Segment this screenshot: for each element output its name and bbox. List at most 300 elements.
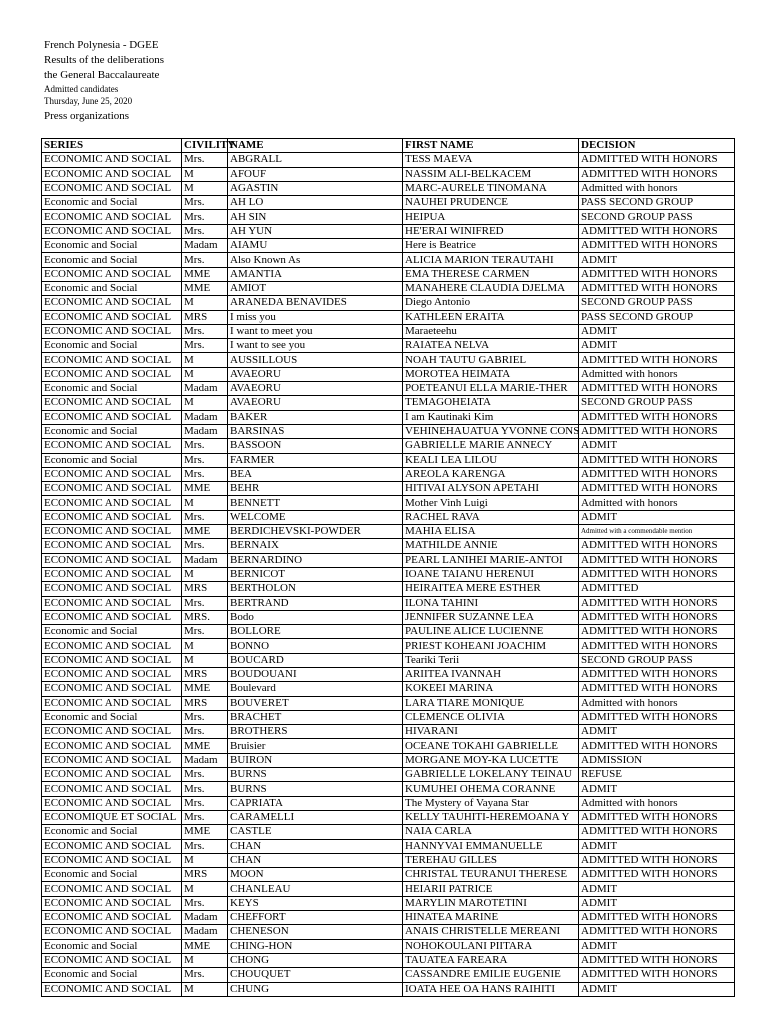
cell-first-name: LARA TIARE MONIQUE <box>403 696 579 710</box>
header-region: French Polynesia - DGEE <box>44 39 159 51</box>
table-row <box>42 467 735 481</box>
cell-name: CHOUQUET <box>228 968 403 982</box>
cell-civility: M <box>182 953 228 967</box>
cell-civility: Mrs. <box>182 153 228 167</box>
cell-decision: Admitted with honors <box>579 367 735 381</box>
cell-first-name: RACHEL RAVA <box>403 510 579 524</box>
table-row <box>42 753 735 767</box>
cell-decision: ADMIT <box>579 439 735 453</box>
table-row <box>42 267 735 281</box>
cell-series: Economic and Social <box>42 868 182 882</box>
cell-first-name: KOKEEI MARINA <box>403 682 579 696</box>
cell-name: BERNARDINO <box>228 553 403 567</box>
table-row <box>42 953 735 967</box>
table-row <box>42 167 735 181</box>
column-header-decision: DECISION <box>579 139 735 153</box>
cell-decision: ADMITTED WITH HONORS <box>579 625 735 639</box>
table-row <box>42 882 735 896</box>
table-row <box>42 639 735 653</box>
cell-decision: ADMIT <box>579 510 735 524</box>
cell-name: BENNETT <box>228 496 403 510</box>
cell-series: ECONOMIC AND SOCIAL <box>42 525 182 539</box>
table-row <box>42 210 735 224</box>
cell-series: ECONOMIC AND SOCIAL <box>42 753 182 767</box>
table-row <box>42 982 735 996</box>
cell-series: Economic and Social <box>42 339 182 353</box>
cell-series: ECONOMIC AND SOCIAL <box>42 667 182 681</box>
cell-decision: ADMITTED WITH HONORS <box>579 167 735 181</box>
cell-decision: ADMITTED WITH HONORS <box>579 482 735 496</box>
table-row <box>42 667 735 681</box>
cell-first-name: CASSANDRE EMILIE EUGENIE <box>403 968 579 982</box>
header-admitted: Admitted candidates <box>44 84 119 94</box>
cell-first-name: NAUHEI PRUDENCE <box>403 196 579 210</box>
table-row <box>42 310 735 324</box>
cell-first-name: HEIARII PATRICE <box>403 882 579 896</box>
cell-first-name: VEHINEHAUATUA YVONNE CONS <box>403 424 579 438</box>
cell-name: AH LO <box>228 196 403 210</box>
cell-civility: MME <box>182 267 228 281</box>
cell-first-name: IOATA HEE OA HANS RAIHITI <box>403 982 579 996</box>
table-row <box>42 553 735 567</box>
cell-name: AUSSILLOUS <box>228 353 403 367</box>
cell-decision: ADMITTED WITH HONORS <box>579 224 735 238</box>
cell-series: Economic and Social <box>42 710 182 724</box>
cell-decision: ADMISSION <box>579 753 735 767</box>
cell-civility: MRS <box>182 310 228 324</box>
cell-decision: ADMITTED WITH HONORS <box>579 410 735 424</box>
cell-decision: ADMITTED WITH HONORS <box>579 911 735 925</box>
cell-civility: Mrs. <box>182 625 228 639</box>
cell-series: ECONOMIC AND SOCIAL <box>42 224 182 238</box>
cell-decision: ADMIT <box>579 725 735 739</box>
cell-civility: Madam <box>182 382 228 396</box>
cell-series: ECONOMIQUE ET SOCIAL <box>42 810 182 824</box>
cell-series: ECONOMIC AND SOCIAL <box>42 496 182 510</box>
cell-name: AH SIN <box>228 210 403 224</box>
cell-first-name: KATHLEEN ERAITA <box>403 310 579 324</box>
cell-civility: M <box>182 396 228 410</box>
cell-first-name: HANNYVAI EMMANUELLE <box>403 839 579 853</box>
cell-first-name: KELLY TAUHITI-HEREMOANA Y <box>403 810 579 824</box>
cell-series: ECONOMIC AND SOCIAL <box>42 853 182 867</box>
cell-series: ECONOMIC AND SOCIAL <box>42 553 182 567</box>
table-row <box>42 482 735 496</box>
cell-name: Bruisier <box>228 739 403 753</box>
table-row <box>42 324 735 338</box>
cell-series: ECONOMIC AND SOCIAL <box>42 167 182 181</box>
cell-first-name: PAULINE ALICE LUCIENNE <box>403 625 579 639</box>
cell-civility: Mrs. <box>182 224 228 238</box>
cell-civility: Mrs. <box>182 339 228 353</box>
cell-first-name: Teariki Terii <box>403 653 579 667</box>
table-row <box>42 153 735 167</box>
cell-name: BUIRON <box>228 753 403 767</box>
table-row <box>42 839 735 853</box>
cell-decision: ADMIT <box>579 882 735 896</box>
cell-civility: Mrs. <box>182 324 228 338</box>
cell-name: MOON <box>228 868 403 882</box>
cell-name: CHUNG <box>228 982 403 996</box>
cell-first-name: TESS MAEVA <box>403 153 579 167</box>
cell-decision: Admitted with honors <box>579 496 735 510</box>
table-row <box>42 296 735 310</box>
column-header-series: SERIES <box>42 139 182 153</box>
cell-name: AMIOT <box>228 281 403 295</box>
table-row <box>42 939 735 953</box>
cell-first-name: NOAH TAUTU GABRIEL <box>403 353 579 367</box>
cell-first-name: AREOLA KARENGA <box>403 467 579 481</box>
cell-first-name: NASSIM ALI-BELKACEM <box>403 167 579 181</box>
cell-series: Economic and Social <box>42 424 182 438</box>
cell-first-name: GABRIELLE LOKELANY TEINAU <box>403 768 579 782</box>
cell-decision: ADMIT <box>579 324 735 338</box>
cell-name: BROTHERS <box>228 725 403 739</box>
cell-series: ECONOMIC AND SOCIAL <box>42 882 182 896</box>
cell-civility: Mrs. <box>182 725 228 739</box>
table-row <box>42 382 735 396</box>
cell-civility: Mrs. <box>182 467 228 481</box>
cell-series: Economic and Social <box>42 825 182 839</box>
cell-series: ECONOMIC AND SOCIAL <box>42 539 182 553</box>
table-row <box>42 796 735 810</box>
cell-name: I want to meet you <box>228 324 403 338</box>
cell-decision: ADMITTED WITH HONORS <box>579 925 735 939</box>
table-row <box>42 896 735 910</box>
cell-series: ECONOMIC AND SOCIAL <box>42 610 182 624</box>
cell-civility: Madam <box>182 925 228 939</box>
cell-civility: Mrs. <box>182 896 228 910</box>
cell-civility: Mrs. <box>182 539 228 553</box>
cell-decision: Admitted with honors <box>579 696 735 710</box>
cell-first-name: HIVARANI <box>403 725 579 739</box>
table-row <box>42 911 735 925</box>
cell-name: ARANEDA BENAVIDES <box>228 296 403 310</box>
cell-name: KEYS <box>228 896 403 910</box>
cell-series: Economic and Social <box>42 382 182 396</box>
cell-civility: M <box>182 882 228 896</box>
cell-civility: MRS <box>182 868 228 882</box>
cell-first-name: GABRIELLE MARIE ANNECY <box>403 439 579 453</box>
cell-civility: Madam <box>182 553 228 567</box>
cell-decision: ADMITTED WITH HONORS <box>579 639 735 653</box>
cell-first-name: Maraeteehu <box>403 324 579 338</box>
results-table <box>41 138 735 997</box>
cell-decision: ADMIT <box>579 896 735 910</box>
cell-series: Economic and Social <box>42 281 182 295</box>
cell-decision: ADMITTED WITH HONORS <box>579 239 735 253</box>
cell-first-name: NOHOKOULANI PIITARA <box>403 939 579 953</box>
cell-first-name: MORGANE MOY-KA LUCETTE <box>403 753 579 767</box>
table-row <box>42 496 735 510</box>
cell-series: ECONOMIC AND SOCIAL <box>42 739 182 753</box>
cell-name: CHEFFORT <box>228 911 403 925</box>
cell-decision: ADMITTED WITH HONORS <box>579 868 735 882</box>
cell-decision: Admitted with honors <box>579 181 735 195</box>
cell-decision: ADMITTED WITH HONORS <box>579 382 735 396</box>
cell-civility: M <box>182 567 228 581</box>
cell-series: ECONOMIC AND SOCIAL <box>42 582 182 596</box>
table-row <box>42 567 735 581</box>
cell-series: ECONOMIC AND SOCIAL <box>42 768 182 782</box>
table-row <box>42 525 735 539</box>
cell-series: Economic and Social <box>42 253 182 267</box>
cell-decision: PASS SECOND GROUP <box>579 310 735 324</box>
cell-civility: Madam <box>182 911 228 925</box>
cell-first-name: MANAHERE CLAUDIA DJELMA <box>403 281 579 295</box>
cell-civility: MRS <box>182 696 228 710</box>
cell-first-name: HE'ERAI WINIFRED <box>403 224 579 238</box>
table-row <box>42 696 735 710</box>
cell-name: AMANTIA <box>228 267 403 281</box>
cell-first-name: MATHILDE ANNIE <box>403 539 579 553</box>
cell-decision: ADMITTED WITH HONORS <box>579 610 735 624</box>
table-row <box>42 539 735 553</box>
table-row <box>42 239 735 253</box>
cell-first-name: EMA THERESE CARMEN <box>403 267 579 281</box>
table-row <box>42 782 735 796</box>
cell-civility: MME <box>182 739 228 753</box>
cell-civility: M <box>182 167 228 181</box>
table-row <box>42 510 735 524</box>
table-row <box>42 810 735 824</box>
table-row <box>42 768 735 782</box>
cell-civility: M <box>182 653 228 667</box>
cell-civility: M <box>182 982 228 996</box>
cell-series: ECONOMIC AND SOCIAL <box>42 482 182 496</box>
cell-decision: SECOND GROUP PASS <box>579 210 735 224</box>
cell-civility: M <box>182 353 228 367</box>
cell-first-name: I am Kautinaki Kim <box>403 410 579 424</box>
table-row <box>42 181 735 195</box>
cell-first-name: ILONA TAHINI <box>403 596 579 610</box>
cell-series: ECONOMIC AND SOCIAL <box>42 296 182 310</box>
table-row <box>42 710 735 724</box>
cell-name: BRACHET <box>228 710 403 724</box>
cell-decision: ADMITTED WITH HONORS <box>579 667 735 681</box>
cell-name: Bodo <box>228 610 403 624</box>
cell-series: ECONOMIC AND SOCIAL <box>42 925 182 939</box>
table-row <box>42 682 735 696</box>
cell-decision: ADMIT <box>579 839 735 853</box>
cell-civility: Mrs. <box>182 253 228 267</box>
table-row <box>42 739 735 753</box>
cell-decision: ADMITTED WITH HONORS <box>579 825 735 839</box>
cell-series: Economic and Social <box>42 453 182 467</box>
cell-series: Economic and Social <box>42 968 182 982</box>
cell-first-name: HINATEA MARINE <box>403 911 579 925</box>
cell-civility: M <box>182 639 228 653</box>
cell-series: ECONOMIC AND SOCIAL <box>42 410 182 424</box>
cell-decision: Admitted with honors <box>579 796 735 810</box>
cell-decision: ADMITTED WITH HONORS <box>579 553 735 567</box>
cell-name: Also Known As <box>228 253 403 267</box>
cell-civility: Mrs. <box>182 710 228 724</box>
cell-civility: MRS <box>182 582 228 596</box>
table-row <box>42 868 735 882</box>
cell-series: ECONOMIC AND SOCIAL <box>42 310 182 324</box>
cell-name: BERDICHEVSKI-POWDER <box>228 525 403 539</box>
cell-civility: Mrs. <box>182 596 228 610</box>
cell-first-name: CLEMENCE OLIVIA <box>403 710 579 724</box>
cell-series: ECONOMIC AND SOCIAL <box>42 696 182 710</box>
cell-name: AH YUN <box>228 224 403 238</box>
cell-first-name: MAHIA ELISA <box>403 525 579 539</box>
cell-series: ECONOMIC AND SOCIAL <box>42 367 182 381</box>
table-row <box>42 725 735 739</box>
cell-series: ECONOMIC AND SOCIAL <box>42 953 182 967</box>
cell-civility: M <box>182 181 228 195</box>
table-row <box>42 968 735 982</box>
table-row <box>42 353 735 367</box>
cell-name: BURNS <box>228 782 403 796</box>
cell-civility: M <box>182 853 228 867</box>
cell-civility: Mrs. <box>182 839 228 853</box>
cell-name: CHING-HON <box>228 939 403 953</box>
cell-decision: ADMITTED WITH HONORS <box>579 353 735 367</box>
cell-name: FARMER <box>228 453 403 467</box>
cell-first-name: HEIRAITEA MERE ESTHER <box>403 582 579 596</box>
column-header-name: NAME <box>228 139 403 153</box>
cell-decision: ADMITTED WITH HONORS <box>579 853 735 867</box>
cell-civility: Mrs. <box>182 439 228 453</box>
cell-name: BERTHOLON <box>228 582 403 596</box>
cell-civility: MME <box>182 281 228 295</box>
cell-decision: ADMIT <box>579 782 735 796</box>
cell-series: ECONOMIC AND SOCIAL <box>42 396 182 410</box>
cell-civility: Mrs. <box>182 796 228 810</box>
cell-series: ECONOMIC AND SOCIAL <box>42 324 182 338</box>
cell-first-name: JENNIFER SUZANNE LEA <box>403 610 579 624</box>
cell-decision: ADMITTED WITH HONORS <box>579 267 735 281</box>
table-row <box>42 825 735 839</box>
cell-civility: Madam <box>182 410 228 424</box>
cell-decision: ADMIT <box>579 939 735 953</box>
cell-first-name: IOANE TAIANU HERENUI <box>403 567 579 581</box>
cell-series: ECONOMIC AND SOCIAL <box>42 181 182 195</box>
cell-civility: Mrs. <box>182 210 228 224</box>
cell-decision: ADMITTED WITH HONORS <box>579 810 735 824</box>
cell-decision: ADMIT <box>579 982 735 996</box>
cell-name: CAPRIATA <box>228 796 403 810</box>
cell-series: ECONOMIC AND SOCIAL <box>42 439 182 453</box>
cell-series: ECONOMIC AND SOCIAL <box>42 782 182 796</box>
cell-decision: ADMITTED WITH HONORS <box>579 682 735 696</box>
cell-civility: MME <box>182 939 228 953</box>
cell-series: ECONOMIC AND SOCIAL <box>42 725 182 739</box>
table-row <box>42 453 735 467</box>
cell-civility: MME <box>182 525 228 539</box>
cell-series: ECONOMIC AND SOCIAL <box>42 467 182 481</box>
cell-name: BURNS <box>228 768 403 782</box>
cell-first-name: TEREHAU GILLES <box>403 853 579 867</box>
cell-civility: M <box>182 496 228 510</box>
cell-civility: M <box>182 296 228 310</box>
cell-series: ECONOMIC AND SOCIAL <box>42 839 182 853</box>
cell-series: ECONOMIC AND SOCIAL <box>42 896 182 910</box>
cell-name: CHAN <box>228 853 403 867</box>
cell-first-name: ARIITEA IVANNAH <box>403 667 579 681</box>
cell-name: BOUCARD <box>228 653 403 667</box>
cell-decision: SECOND GROUP PASS <box>579 653 735 667</box>
cell-name: AVAEORU <box>228 382 403 396</box>
cell-civility: MME <box>182 482 228 496</box>
cell-first-name: POETEANUI ELLA MARIE-THER <box>403 382 579 396</box>
cell-series: ECONOMIC AND SOCIAL <box>42 982 182 996</box>
table-row <box>42 610 735 624</box>
cell-series: ECONOMIC AND SOCIAL <box>42 353 182 367</box>
cell-series: ECONOMIC AND SOCIAL <box>42 510 182 524</box>
cell-civility: Mrs. <box>182 196 228 210</box>
cell-civility: Mrs. <box>182 810 228 824</box>
cell-first-name: NAIA CARLA <box>403 825 579 839</box>
cell-first-name: HEIPUA <box>403 210 579 224</box>
cell-name: BOLLORE <box>228 625 403 639</box>
cell-series: ECONOMIC AND SOCIAL <box>42 639 182 653</box>
cell-civility: Mrs. <box>182 510 228 524</box>
cell-decision: SECOND GROUP PASS <box>579 396 735 410</box>
header-exam: the General Baccalaureate <box>44 69 160 81</box>
cell-civility: MRS <box>182 667 228 681</box>
table-row <box>42 424 735 438</box>
cell-series: ECONOMIC AND SOCIAL <box>42 210 182 224</box>
cell-name: BASSOON <box>228 439 403 453</box>
cell-series: ECONOMIC AND SOCIAL <box>42 567 182 581</box>
cell-name: CHONG <box>228 953 403 967</box>
cell-first-name: KUMUHEI OHEMA CORANNE <box>403 782 579 796</box>
cell-name: AFOUF <box>228 167 403 181</box>
cell-name: CHANLEAU <box>228 882 403 896</box>
cell-name: CASTLE <box>228 825 403 839</box>
cell-first-name: TEMAGOHEIATA <box>403 396 579 410</box>
cell-name: AGASTIN <box>228 181 403 195</box>
cell-series: Economic and Social <box>42 939 182 953</box>
cell-decision: Admitted with a commendable mention <box>579 525 735 539</box>
cell-decision: ADMITTED WITH HONORS <box>579 567 735 581</box>
table-row <box>42 439 735 453</box>
cell-civility: MME <box>182 825 228 839</box>
cell-name: CHENESON <box>228 925 403 939</box>
cell-name: BERTRAND <box>228 596 403 610</box>
cell-decision: ADMITTED WITH HONORS <box>579 968 735 982</box>
cell-first-name: PRIEST KOHEANI JOACHIM <box>403 639 579 653</box>
cell-series: Economic and Social <box>42 239 182 253</box>
column-header-first-name: FIRST NAME <box>403 139 579 153</box>
table-row <box>42 596 735 610</box>
cell-civility: Mrs. <box>182 782 228 796</box>
table-header-row <box>42 139 735 153</box>
cell-decision: SECOND GROUP PASS <box>579 296 735 310</box>
cell-civility: Madam <box>182 239 228 253</box>
table-row <box>42 367 735 381</box>
cell-decision: ADMITTED WITH HONORS <box>579 710 735 724</box>
cell-first-name: MARYLIN MAROTETINI <box>403 896 579 910</box>
cell-decision: ADMITTED WITH HONORS <box>579 153 735 167</box>
table-row <box>42 339 735 353</box>
cell-name: AVAEORU <box>228 396 403 410</box>
cell-name: BERNICOT <box>228 567 403 581</box>
table-row <box>42 196 735 210</box>
cell-name: BERNAIX <box>228 539 403 553</box>
cell-decision: ADMITTED WITH HONORS <box>579 539 735 553</box>
cell-first-name: TAUATEA FAREARA <box>403 953 579 967</box>
cell-decision: ADMITTED WITH HONORS <box>579 453 735 467</box>
cell-decision: ADMITTED WITH HONORS <box>579 739 735 753</box>
cell-name: ABGRALL <box>228 153 403 167</box>
cell-name: AVAEORU <box>228 367 403 381</box>
table-row <box>42 925 735 939</box>
table-row <box>42 396 735 410</box>
